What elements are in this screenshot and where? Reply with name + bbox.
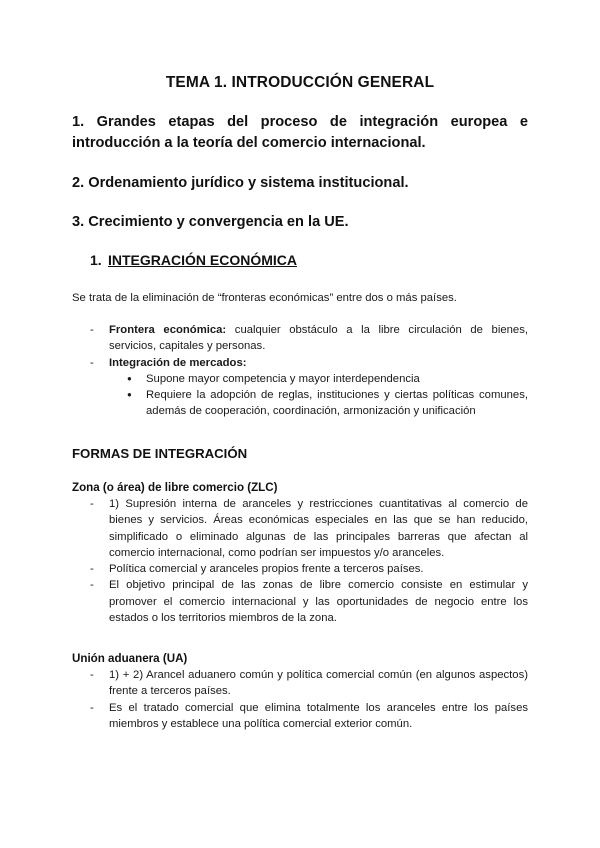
heading-1-line-1: 1. Grandes etapas del proceso de integración europea e [72, 114, 528, 130]
dash-marker: - [90, 701, 94, 714]
formas-heading: FORMAS DE INTEGRACIÓN [72, 446, 248, 461]
list-item [90, 322, 528, 355]
section-title: INTEGRACIÓN ECONÓMICA [108, 252, 297, 268]
dash-marker: - [90, 324, 94, 336]
dash-marker: - [90, 498, 94, 510]
ua-heading: Unión aduanera (UA) [72, 652, 188, 665]
definitions-list [90, 322, 528, 420]
term-frontera: Frontera económica: [109, 324, 227, 336]
list-item: ● Supone mayor competencia y mayor interdependencia [127, 371, 528, 387]
dash-marker: - [90, 356, 94, 369]
bullet-marker: ● [127, 373, 132, 383]
section-heading [90, 252, 297, 268]
list-item: ● Requiere la adopción de reglas, instituciones y ciertas políticas comunes, además de cooperación, coordinación, armonización y unificación [127, 389, 528, 418]
list-item: - Es el tratado comercial que elimina totalmente los aranceles entre los países miembros y establece una política comercial exterior común. [90, 701, 528, 730]
list-item: - El objetivo principal de las zonas de libre comercio consiste en estimular y promover el comercio internacional y las oportunidades de negocio entre los estados o los territorios miembros de la zona. [90, 579, 528, 625]
document-title: TEMA 1. INTRODUCCIÓN GENERAL [165, 74, 435, 91]
zlc-heading: Zona (o área) de libre comercio (ZLC) [72, 481, 278, 494]
zlc-list [90, 496, 528, 626]
heading-3: 3. Crecimiento y convergencia en la UE. [72, 214, 349, 230]
dash-marker: - [90, 669, 94, 681]
definition-frontera: cualquier obstáculo a la libre circulación de bienes, servicios, capitales y personas. [109, 324, 528, 353]
dash-marker: - [90, 579, 94, 592]
list-item: - Política comercial y aranceles propios frente a terceros países. [90, 561, 528, 577]
heading-2: 2. Ordenamiento jurídico y sistema institucional. [72, 175, 409, 191]
heading-1-line-2: introducción a la teoría del comercio internacional. [72, 135, 426, 151]
bullet-marker: ● [127, 390, 132, 400]
list-item [90, 355, 528, 420]
section-number: 1. [90, 252, 102, 268]
integracion-points [127, 371, 528, 420]
dash-marker: - [90, 563, 94, 576]
term-integracion: Integración de mercados: [109, 356, 247, 369]
list-item: - 1) + 2) Arancel aduanero común y política comercial común (en algunos aspectos) frente a terceros países. [90, 669, 528, 698]
heading-1 [72, 112, 528, 154]
ua-list [90, 667, 528, 732]
intro-paragraph: Se trata de la eliminación de “fronteras económicas” entre dos o más países. [72, 292, 457, 304]
list-item: - 1) Supresión interna de aranceles y restricciones cuantitativas al comercio de bienes y servicios. Áreas económicas especiales en las que se han reducido, simplificado o eliminado algunas de las principales barreras que afectan al comercio internacional, como podrían ser impuestos y/o aranceles. [90, 498, 528, 559]
